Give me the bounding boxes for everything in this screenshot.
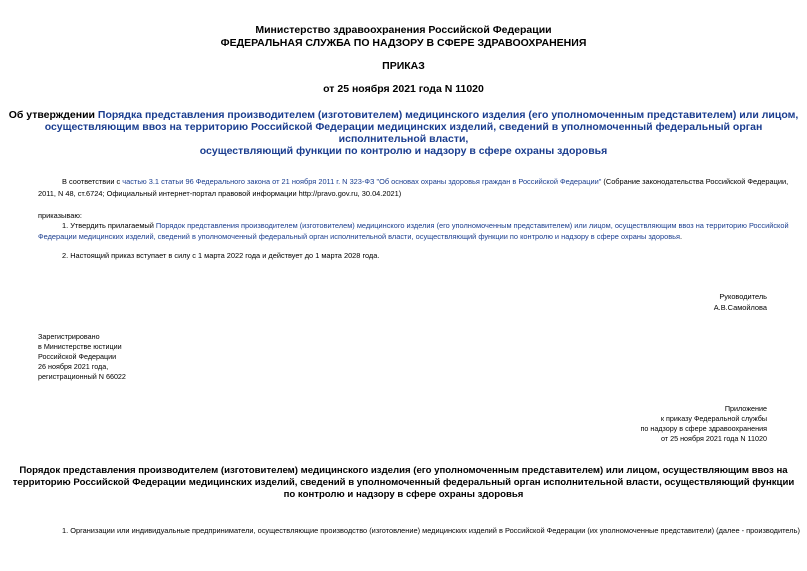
order-word: приказываю:: [38, 211, 82, 220]
appendix-line: по надзору в сфере здравоохранения: [640, 424, 767, 433]
document-date-number: от 25 ноября 2021 года N 11020: [323, 83, 484, 95]
title-link-line1[interactable]: Порядка представления производителем (изготовителем) медицинского изделия (его уполномоченным представителем) или лицом,: [97, 109, 799, 121]
federal-law-link[interactable]: частью 3.1 статьи 96 Федерального закона от 21 ноября 2011 г. N 323-ФЗ "Об основах охраны здоровья граждан в Российской Федерации": [122, 177, 602, 186]
document-type: ПРИКАЗ: [382, 60, 425, 72]
item-2: 2. Настоящий приказ вступает в силу с 1 марта 2022 года и действует до 1 марта 2028 года.: [62, 251, 380, 260]
item-1-line1: 1. Утвердить прилагаемый Порядок представления производителем (изготовителем) медицинского изделия (его уполномоченным представителем) или лицом, осуществляющим ввоз на территорию Российской: [62, 221, 789, 230]
procedure-title-line: территорию Российской Федерации медицинских изделий, сведений в уполномоченный федеральный орган исполнительной власти, осуществляющий функции: [12, 477, 795, 488]
order-title: [0, 109, 807, 157]
registration-line: регистрационный N 66022: [38, 372, 126, 381]
procedure-title: [0, 465, 807, 501]
procedure-link-cont[interactable]: Федерации медицинских изделий, сведений в уполномоченный федеральный орган исполнительной власти, осуществляющий функции по контролю и надзору в сфере охраны здоровья: [38, 232, 680, 241]
preamble-text: В соответствии с: [62, 177, 123, 186]
service-name: ФЕДЕРАЛЬНАЯ СЛУЖБА ПО НАДЗОРУ В СФЕРЕ ЗДРАВООХРАНЕНИЯ: [220, 37, 587, 49]
registration-line: Зарегистрировано: [38, 332, 100, 341]
title-prefix: Об утверждении: [8, 109, 98, 121]
appendix-line: от 25 ноября 2021 года N 11020: [660, 434, 767, 443]
appendix-line: Приложение: [724, 404, 767, 413]
registration-line: 26 ноября 2021 года,: [38, 362, 109, 371]
procedure-title-line: Порядок представления производителем (изготовителем) медицинского изделия (его уполномоченным представителем) или лицом, осуществляющим ввоз на: [19, 465, 788, 476]
procedure-link[interactable]: Порядок представления производителем (изготовителем) медицинского изделия (его уполномоченным представителем) или лицом, осуществляющим ввоз на территорию Российской: [155, 221, 789, 230]
preamble: [62, 176, 802, 188]
preamble-text-after: (Собрание законодательства Российской Федерации,: [601, 177, 789, 186]
appendix-block: [641, 404, 768, 444]
registration-line: в Министерстве юстиции: [38, 342, 122, 351]
registration-line: Российской Федерации: [38, 352, 117, 361]
appendix-line: к приказу Федеральной службы: [660, 414, 767, 423]
title-link-line3[interactable]: осуществляющий функции по контролю и надзору в сфере охраны здоровья: [199, 145, 608, 157]
item-1-line2: Федерации медицинских изделий, сведений в уполномоченный федеральный орган исполнительной власти, осуществляющий функции по контролю и надзору в сфере охраны здоровья.: [38, 232, 683, 241]
registration-block: [38, 332, 126, 382]
signature-name: А.В.Самойлова: [713, 303, 767, 312]
title-link-line2[interactable]: осуществляющим ввоз на территорию Российской Федерации медицинских изделий, сведений в уполномоченный федеральный орган исполнительной власти,: [44, 121, 763, 145]
ministry-name: Министерство здравоохранения Российской Федерации: [255, 24, 552, 36]
signature-role: Руководитель: [719, 292, 767, 301]
procedure-paragraph-1: 1. Организации или индивидуальные предприниматели, осуществляющие производство (изготовление) медицинских изделий в Российской Федерации (их уполномоченные представители) (далее - производитель): [62, 526, 800, 535]
procedure-title-line: по контролю и надзору в сфере охраны здоровья: [283, 489, 524, 500]
preamble-line2: 2011, N 48, ст.6724; Официальный интернет-портал правовой информации http://pravo.gov.ru, 30.04.2021): [38, 189, 402, 198]
